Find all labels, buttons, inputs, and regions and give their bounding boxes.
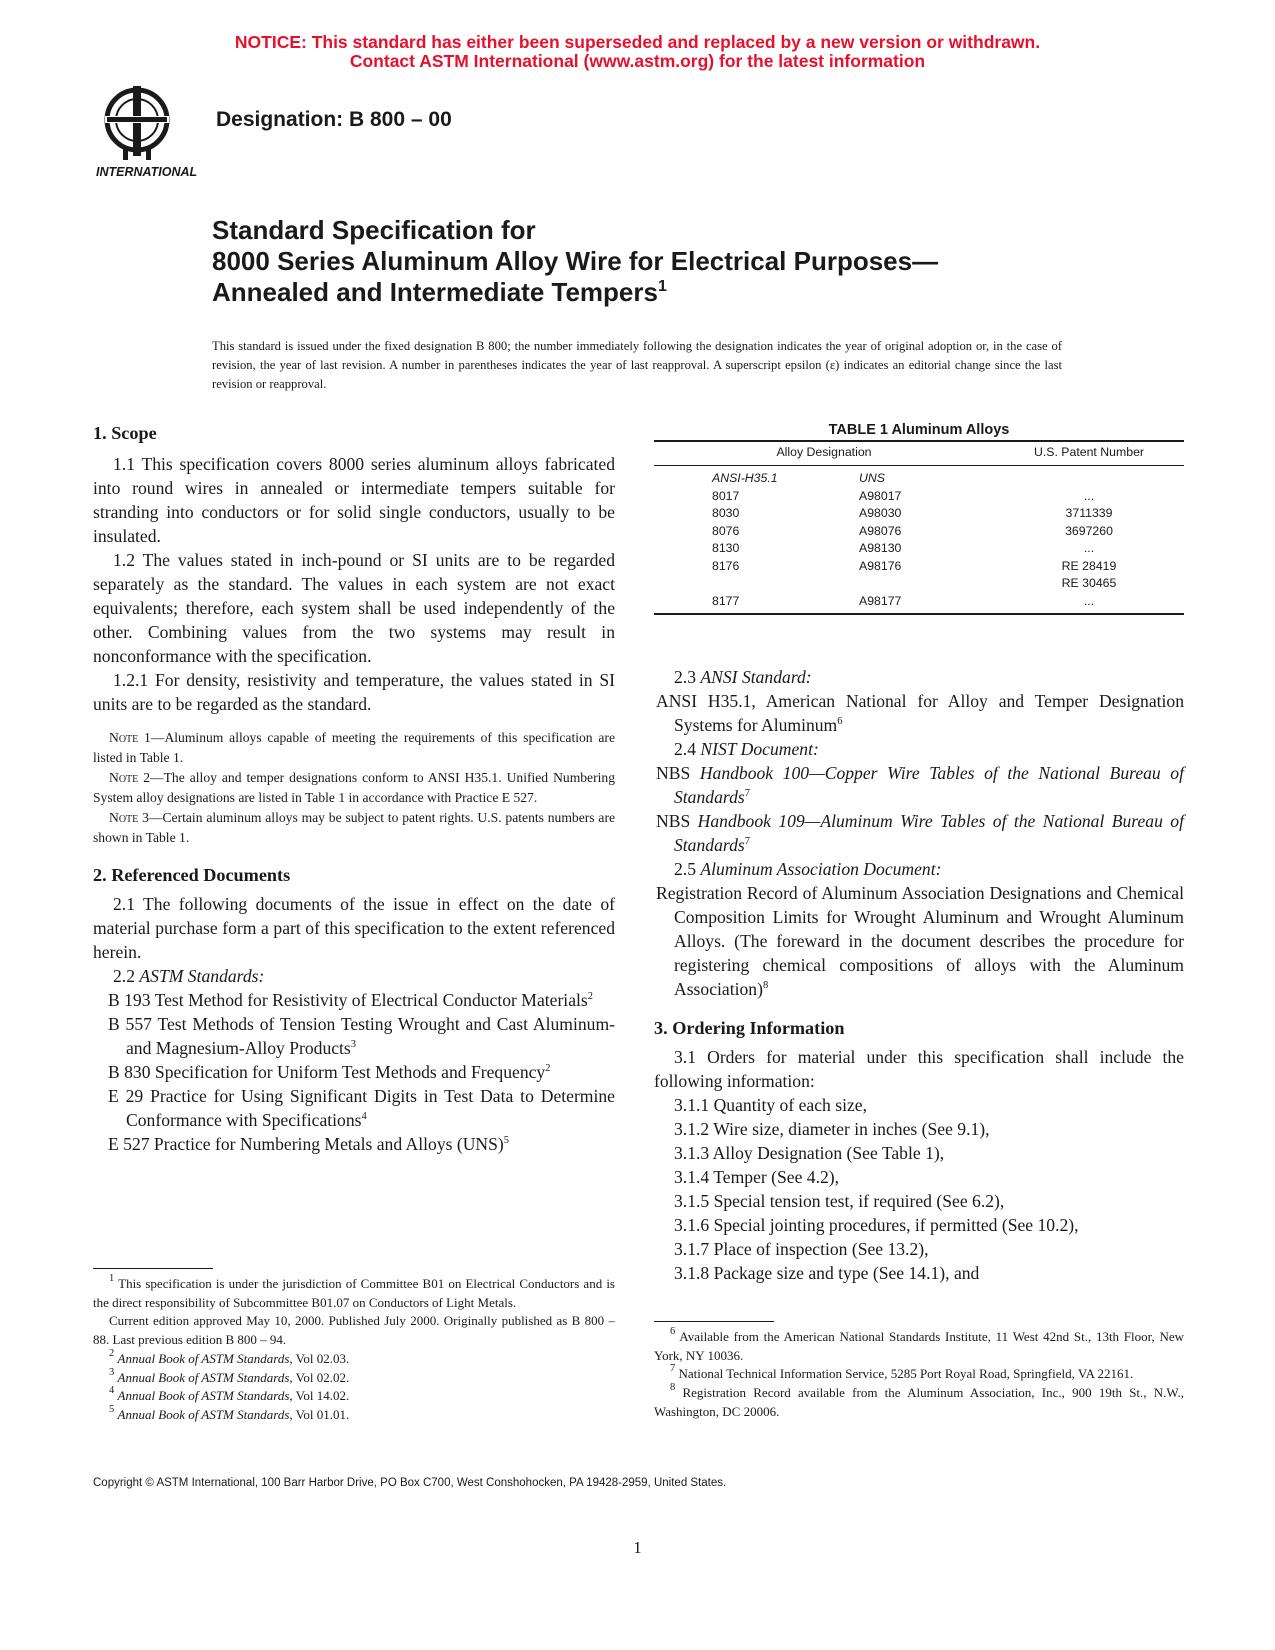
- ref-aa-registration: Registration Record of Aluminum Association Designations and Chemical Composition Limits for Wrought Aluminum and Wrought Aluminum Alloys. (The foreward in the document describes the procedure for registering chemical compositions of alloys with the Aluminum Association)$^8$: [656, 883, 1184, 999]
- notice-line-2: Contact ASTM International (www.astm.org) for the latest information: [349, 51, 926, 71]
- para-2-1: 2.1 The following documents of the issue in effect on the date of material purchase form a part of this specification to the extent referenced herein.: [93, 894, 615, 962]
- para-2-3: 2.3 ANSI Standard:: [674, 667, 812, 687]
- footnote-rule: [93, 1268, 213, 1269]
- ref-b193: B 193 Test Method for Resistivity of Electrical Conductor Materials$^2$: [108, 990, 593, 1010]
- astm-standards-list: [93, 988, 615, 1156]
- footnote-1: $^1$ This specification is under the jurisdiction of Committee B01 on Electrical Conductors and is the direct responsibility of Subcommittee B01.07 on Conductors of Light Metals.: [93, 1273, 615, 1310]
- copyright-line: Copyright © ASTM International, 100 Barr Harbor Drive, PO Box C700, West Conshohocken, PA 19428-2959, United States.: [93, 1477, 727, 1489]
- notice-line-1: NOTICE: This standard has either been superseded and replaced by a new version or withdrawn.: [234, 32, 1041, 52]
- title-footnote-mark: 1: [657, 278, 667, 295]
- left-footnotes: [93, 1268, 615, 1425]
- page-number: 1: [633, 1538, 642, 1557]
- list-item: 3.1.4 Temper (See 4.2),: [674, 1167, 840, 1187]
- note-label: Note: [109, 810, 139, 825]
- astm-logo: [93, 86, 197, 182]
- list-item: 3.1.1 Quantity of each size,: [674, 1095, 867, 1115]
- list-item: 3.1.5 Special tension test, if required (See 6.2),: [674, 1191, 1005, 1211]
- table-1-title: TABLE 1 Aluminum Alloys: [828, 422, 1010, 438]
- para-1-1: 1.1 This specification covers 8000 series aluminum alloys fabricated into round wires in annealed or intermediate tempers suitable for stranding into conductors or for solid single conductors, usually to be insulated.: [93, 454, 615, 546]
- footnote-rule: [654, 1321, 774, 1322]
- section-3-heading: 3. Ordering Information: [654, 1018, 845, 1038]
- footnote-7: $^7$ National Technical Information Service, 5285 Port Royal Road, Springfield, VA 22161.: [670, 1363, 1134, 1382]
- table-row: 8076 A98076 3697260: [712, 523, 1113, 538]
- list-item: 3.1.8 Package size and type (See 14.1), and: [674, 1263, 980, 1283]
- note-label: Note: [109, 730, 139, 745]
- title-line-2: 8000 Series Aluminum Alloy Wire for Electrical Purposes—: [212, 246, 939, 276]
- table-row: 8030 A98030 3711339: [712, 506, 1113, 520]
- document-title: [212, 215, 1112, 308]
- footnote-3: $^3$ Annual Book of ASTM Standards, Vol 02.02.: [109, 1366, 350, 1385]
- table-row: 8176 A98176 RE 28419: [712, 558, 1117, 573]
- list-item: 3.1.3 Alloy Designation (See Table 1),: [674, 1143, 945, 1163]
- title-line-3: Annealed and Intermediate Tempers: [212, 277, 658, 307]
- section-1-heading: 1. Scope: [93, 423, 157, 443]
- table-subheader-uns: UNS: [859, 471, 885, 485]
- right-footnotes: [654, 1321, 1184, 1422]
- title-line-1: Standard Specification for: [212, 215, 536, 245]
- note-3: Note 3—Certain aluminum alloys may be subject to patent rights. U.S. patents numbers are shown in Table 1.: [93, 810, 615, 845]
- para-3-1: 3.1 Orders for material under this specification shall include the following information:: [654, 1047, 1184, 1091]
- footnote-6: $^6$ Available from the American National Standards Institute, 11 West 42nd St., 13th Floor, New York, NY 10036.: [654, 1326, 1184, 1363]
- astm-logo-icon: [93, 86, 197, 182]
- logo-wordmark: INTERNATIONAL: [96, 165, 197, 179]
- right-column: [654, 420, 1184, 1285]
- issuance-statement: This standard is issued under the fixed designation B 800; the number immediately following the designation indicates the year of original adoption or, in the case of revision, the year of last revision. A number in parentheses indicates the year of last reapproval. A superscript epsilon (ε) indicates an editorial change since the last revision or reapproval.: [212, 339, 1062, 391]
- para-1-2-1: 1.2.1 For density, resistivity and temperature, the values stated in SI units are to be regarded as the standard.: [93, 670, 615, 714]
- para-1-2: 1.2 The values stated in inch-pound or SI units are to be regarded separately as the standard. The values in each system are not exact equivalents; therefore, each system shall be used independently of the other. Combining values from the two systems may result in nonconformance with the specification.: [93, 550, 615, 666]
- table-row: 8130 A98130 ...: [712, 541, 1095, 555]
- ref-b557: B 557 Test Methods of Tension Testing Wrought and Cast Aluminum- and Magnesium-Alloy Products$^3$: [108, 1014, 615, 1058]
- para-2-4: 2.4 NIST Document:: [674, 739, 819, 759]
- alloys-table: [654, 440, 1184, 615]
- ref-b830: B 830 Specification for Uniform Test Methods and Frequency$^2$: [108, 1062, 551, 1082]
- list-item: 3.1.6 Special jointing procedures, if permitted (See 10.2),: [674, 1215, 1079, 1235]
- note-1: Note 1—Aluminum alloys capable of meeting the requirements of this specification are listed in Table 1.: [93, 730, 615, 765]
- para-2-2: 2.2 ASTM Standards:: [113, 966, 265, 986]
- ref-e29: E 29 Practice for Using Significant Digits in Test Data to Determine Conformance with Specifications$^4$: [108, 1086, 615, 1130]
- section-2-heading: 2. Referenced Documents: [93, 865, 291, 885]
- ref-nbs-100: NBS Handbook 100—Copper Wire Tables of the National Bureau of Standards$^7$: [656, 763, 1184, 807]
- designation: Designation: B 800 – 00: [216, 108, 452, 131]
- footnote-2: $^2$ Annual Book of ASTM Standards, Vol 02.03.: [109, 1347, 350, 1366]
- ref-nbs-109: NBS Handbook 109—Aluminum Wire Tables of the National Bureau of Standards$^7$: [656, 811, 1184, 855]
- note-label: Note: [109, 770, 139, 785]
- para-2-5: 2.5 Aluminum Association Document:: [674, 859, 942, 879]
- list-item: 3.1.2 Wire size, diameter in inches (See 9.1),: [674, 1119, 990, 1139]
- left-column: [93, 420, 615, 1156]
- table-header-alloy: Alloy Designation: [654, 441, 994, 466]
- footnote-1b: Current edition approved May 10, 2000. Published July 2000. Originally published as B 800 – 88. Last previous edition B 800 – 94.: [93, 1313, 615, 1348]
- footnote-8: $^8$ Registration Record available from the Aluminum Association, Inc., 900 19th St., N.W., Washington, DC 20006.: [654, 1382, 1184, 1419]
- table-subheader-ansi: ANSI-H35.1: [712, 471, 778, 485]
- table-row: RE 30465: [1061, 576, 1117, 590]
- ordering-list: [654, 1093, 1184, 1285]
- footnote-4: $^4$ Annual Book of ASTM Standards, Vol 14.02.: [109, 1385, 350, 1404]
- table-row: 8177 A98177 ...: [654, 593, 1184, 615]
- footnote-5: $^5$ Annual Book of ASTM Standards, Vol 01.01.: [109, 1403, 350, 1422]
- list-item: 3.1.7 Place of inspection (See 13.2),: [674, 1239, 929, 1259]
- ref-ansi-h35-1: ANSI H35.1, American National for Alloy and Temper Designation Systems for Aluminum$^6$: [656, 691, 1184, 735]
- table-row: 8017 A98017 ...: [712, 488, 1095, 503]
- note-2: Note 2—The alloy and temper designations conform to ANSI H35.1. Unified Numbering System alloy designations are listed in Table 1 in accordance with Practice E 527.: [93, 770, 615, 805]
- ref-e527: E 527 Practice for Numbering Metals and Alloys (UNS)$^5$: [108, 1134, 510, 1154]
- table-header-patent: U.S. Patent Number: [994, 441, 1184, 466]
- withdrawal-notice: [0, 33, 1275, 71]
